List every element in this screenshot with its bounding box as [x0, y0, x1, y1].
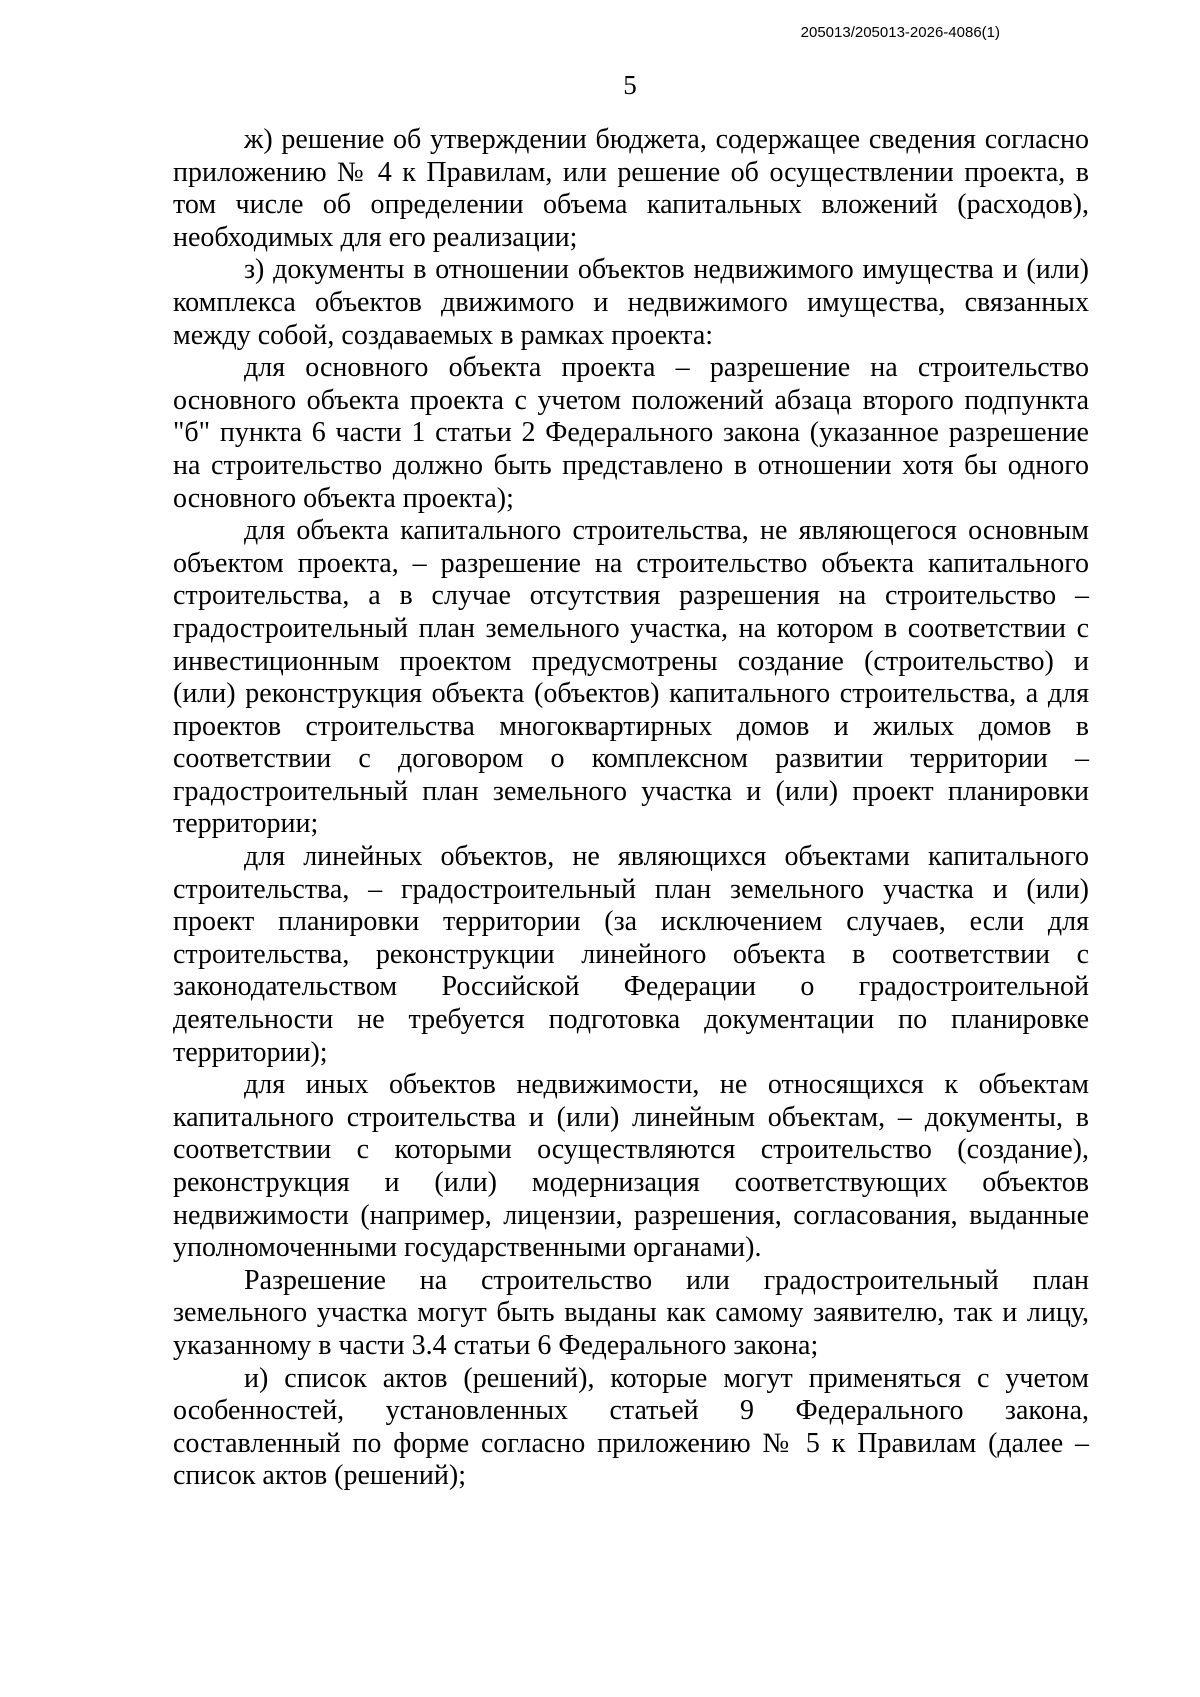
paragraph-permit-issuance: Разрешение на строительство или градостроительный план земельного участка могут быть выданы как самому заявителю, так и лицу, указанному в части 3.4 статьи 6 Федерального закона;	[173, 1264, 1089, 1361]
paragraph-i: и) список актов (решений), которые могут применяться с учетом особенностей, установленных статьей 9 Федерального закона, составленный по форме согласно приложению № 5 к Правилам (далее – список актов (решений);	[173, 1362, 1089, 1492]
paragraph-zh: ж) решение об утверждении бюджета, содержащее сведения согласно приложению № 4 к Правилам, или решение об осуществлении проекта, в том числе об определении объема капитальных вложений (расходов), необходимых для его реализации;	[173, 124, 1089, 253]
paragraph-z: з) документы в отношении объектов недвижимого имущества и (или) комплекса объектов движимого и недвижимого имущества, связанных между собой, создаваемых в рамках проекта:	[173, 254, 1089, 351]
document-body	[173, 124, 1089, 1493]
page-number: 5	[623, 70, 637, 100]
paragraph-capital-construction: для объекта капитального строительства, не являющегося основным объектом проекта, – разрешение на строительство объекта капитального строительства, а в случае отсутствия разрешения на строительство – градостроительный план земельного участка, на котором в соответствии с инвестиционным проектом предусмотрены создание (строительство) и (или) реконструкция объекта (объектов) капитального строительства, а для проектов строительства многоквартирных домов и жилых домов в соответствии с договором о комплексном развитии территории – градостроительный план земельного участка и (или) проект планировки территории;	[173, 515, 1089, 840]
document-id: 205013/205013-2026-4086(1)	[800, 24, 1000, 41]
paragraph-other-objects: для иных объектов недвижимости, не относящихся к объектам капитального строительства и (или) линейным объектам, – документы, в соответствии с которыми осуществляются строительство (создание), реконструкция и (или) модернизация соответствующих объектов недвижимости (например, лицензии, разрешения, согласования, выданные уполномоченными государственными органами).	[173, 1069, 1089, 1264]
paragraph-linear-objects: для линейных объектов, не являющихся объектами капитального строительства, – градостроительный план земельного участка и (или) проект планировки территории (за исключением случаев, если для строительства, реконструкции линейного объекта в соответствии с законодательством Российской Федерации о градостроительной деятельности не требуется подготовка документации по планировке территории);	[173, 841, 1089, 1068]
paragraph-main-object: для основного объекта проекта – разрешение на строительство основного объекта проекта с учетом положений абзаца второго подпункта "б" пункта 6 части 1 статьи 2 Федерального закона (указанное разрешение на строительство должно быть представлено в отношении хотя бы одного основного объекта проекта);	[173, 352, 1089, 514]
